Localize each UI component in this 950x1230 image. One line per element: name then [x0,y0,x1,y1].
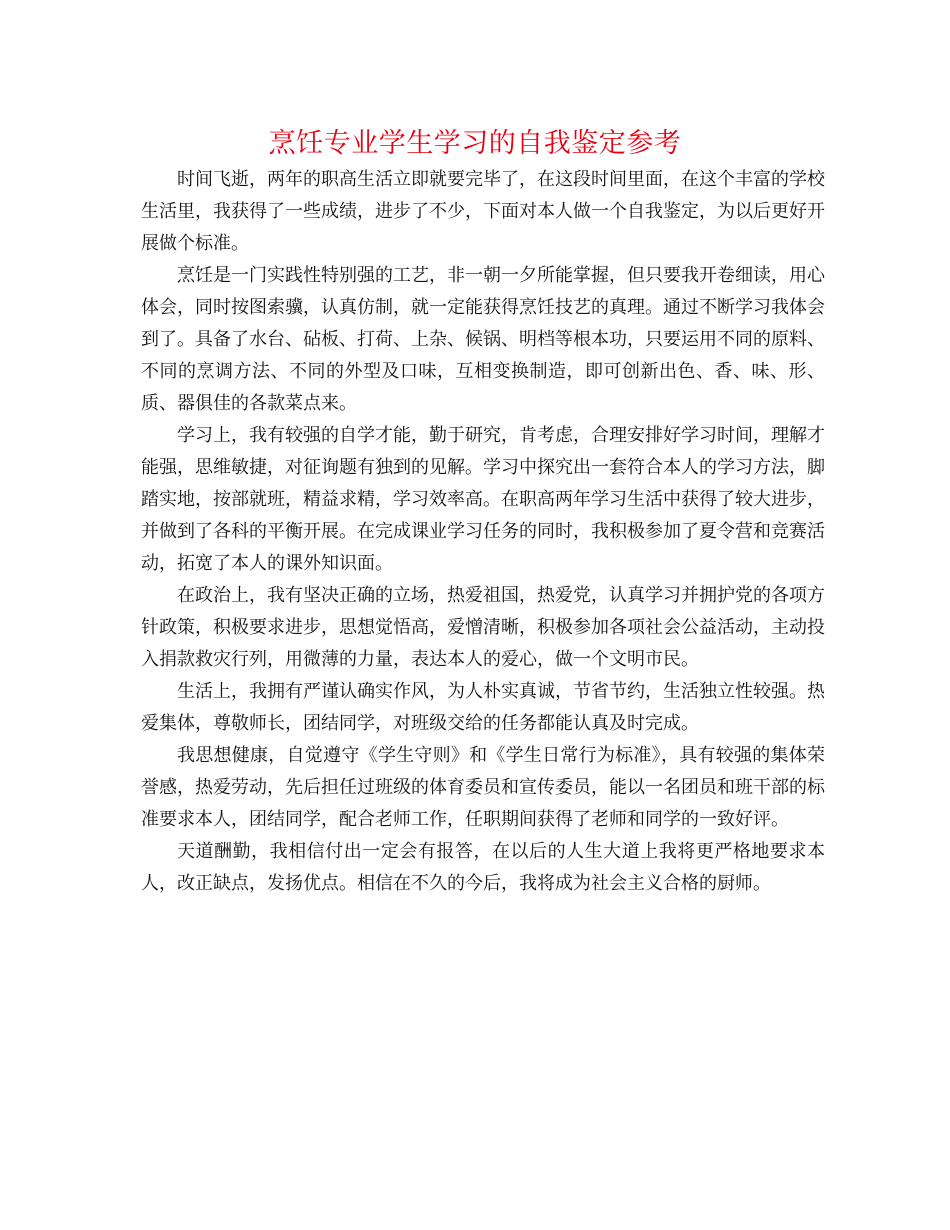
paragraph-study: 学习上，我有较强的自学才能，勤于研究，肯考虑，合理安排好学习时间，理解才能强，思维敏捷，对征询题有独到的见解。学习中探究出一套符合本人的学习方法，脚踏实地，按部就班，精益求精，学习效率高。在职高两年学习生活中获得了较大进步，并做到了各科的平衡开展。在完成课业学习任务的同时，我积极参加了夏令营和竞赛活动，拓宽了本人的课外知识面。 [141,425,825,574]
paragraph-cooking-skills: 烹饪是一门实践性特别强的工艺，非一朝一夕所能掌握，但只要我开卷细读，用心体会，同时按图索骥，认真仿制，就一定能获得烹饪技艺的真理。通过不断学习我体会到了。具备了水台、砧板、打荷、上杂、候锅、明档等根本功，只要运用不同的原料、不同的烹调方法、不同的外型及口味，互相变换制造，即可创新出色、香、味、形、质、器俱佳的各款菜点来。 [141,265,825,414]
paragraph-conclusion: 天道酬勤，我相信付出一定会有报答，在以后的人生大道上我将更严格地要求本人，改正缺点，发扬优点。相信在不久的今后，我将成为社会主义合格的厨师。 [141,841,825,894]
paragraph-politics: 在政治上，我有坚决正确的立场，热爱祖国，热爱党，认真学习并拥护党的各项方针政策，积极要求进步，思想觉悟高，爱憎清晰，积极参加各项社会公益活动，主动投入捐款救灾行列，用微薄的力量，表达本人的爱心，做一个文明市民。 [141,585,825,670]
document-body [141,164,825,900]
paragraph-life: 生活上，我拥有严谨认确实作风，为人朴实真诚，节省节约，生活独立性较强。热爱集体，尊敬师长，团结同学，对班级交给的任务都能认真及时完成。 [141,681,825,734]
paragraph-conduct: 我思想健康，自觉遵守《学生守则》和《学生日常行为标准》，具有较强的集体荣誉感，热爱劳动，先后担任过班级的体育委员和宣传委员，能以一名团员和班干部的标准要求本人，团结同学，配合老师工作，任职期间获得了老师和同学的一致好评。 [141,745,825,830]
paragraph-intro: 时间飞逝，两年的职高生活立即就要完毕了，在这段时间里面，在这个丰富的学校生活里，我获得了一些成绩，进步了不少，下面对本人做一个自我鉴定，为以后更好开展做个标准。 [141,169,825,254]
document-title: 烹饪专业学生学习的自我鉴定参考 [268,128,682,159]
